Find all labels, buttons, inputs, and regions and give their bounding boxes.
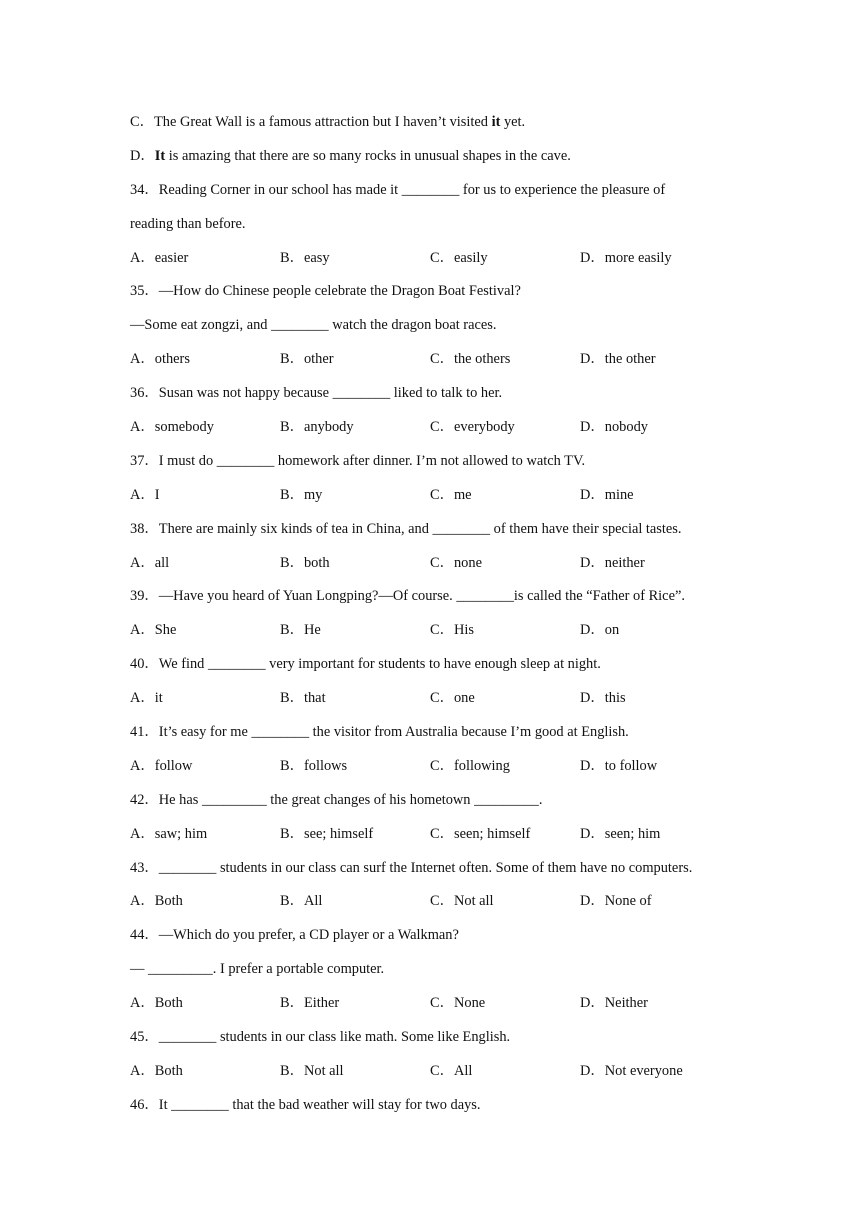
option-text: D． — [130, 147, 155, 164]
answer-options-row — [130, 755, 770, 789]
answer-option-d: D．this — [580, 690, 626, 707]
document-page — [130, 111, 770, 1128]
answer-options-row — [130, 247, 770, 281]
answer-option-a: A．Both — [130, 893, 183, 910]
answer-option-d: D．None of — [580, 893, 652, 910]
answer-option-b: B．that — [280, 690, 326, 707]
question-list — [130, 179, 770, 1128]
answer-option-a: A．I — [130, 486, 160, 503]
answer-option-b: B．easy — [280, 249, 330, 266]
answer-option-d: D．the other — [580, 351, 656, 368]
answer-option-c: C．everybody — [430, 419, 515, 436]
answer-option-a: A．others — [130, 351, 190, 368]
answer-option-c: C．none — [430, 554, 482, 571]
answer-options-row — [130, 1060, 770, 1094]
answer-option-d: D．to follow — [580, 757, 658, 774]
answer-option-c: C．easily — [430, 249, 488, 266]
option-text: C．The Great Wall is a famous attraction but I haven’t visited — [130, 114, 492, 130]
answer-option-b: B．my — [280, 486, 323, 503]
answer-option-c: C．None — [430, 995, 486, 1012]
question-stem: 36．Susan was not happy because ________ liked to talk to her. — [130, 385, 503, 402]
answer-option-c: C．Not all — [430, 893, 494, 910]
question-stem: 41．It’s easy for me ________ the visitor from Australia because I’m good at English. — [130, 724, 629, 741]
answer-option-b: B．anybody — [280, 419, 354, 436]
answer-options-row — [130, 619, 770, 653]
answer-options-row — [130, 552, 770, 586]
answer-option-c: C．the others — [430, 351, 511, 368]
answer-option-b: B．other — [280, 351, 334, 368]
answer-option-c: C．me — [430, 486, 472, 503]
answer-options-row — [130, 687, 770, 721]
question-stem: 42．He has _________ the great changes of his hometown _________. — [130, 791, 543, 808]
question-stem-continued: —Some eat zongzi, and ________ watch the dragon boat races. — [130, 317, 497, 334]
answer-option-a: A．saw; him — [130, 825, 208, 842]
answer-option-d: D．seen; him — [580, 825, 661, 842]
answer-option-b: B．follows — [280, 757, 348, 774]
question-stem: 35．—How do Chinese people celebrate the Dragon Boat Festival? — [130, 283, 521, 300]
answer-option-d: D．mine — [580, 486, 634, 503]
question-stem: 43．________ students in our class can surf the Internet often. Some of them have no computers. — [130, 859, 693, 876]
option-text: yet. — [500, 114, 526, 130]
answer-option-a: A．Both — [130, 1062, 183, 1079]
bold-word: it — [491, 114, 501, 130]
answer-option-a: A．all — [130, 554, 170, 571]
answer-options-row — [130, 823, 770, 857]
answer-option-a: A．somebody — [130, 419, 214, 436]
option-line — [130, 111, 770, 145]
question-stem: 39．—Have you heard of Yuan Longping?—Of course. ________is called the “Father of Rice”. — [130, 588, 685, 605]
answer-option-d: D．neither — [580, 554, 645, 571]
question-stem: 38．There are mainly six kinds of tea in China, and ________ of them have their special tastes. — [130, 520, 682, 537]
answer-option-d: D．Not everyone — [580, 1062, 683, 1079]
answer-option-b: B．Either — [280, 995, 340, 1012]
answer-option-c: C．His — [430, 622, 474, 639]
answer-options-row — [130, 416, 770, 450]
answer-option-a: A．follow — [130, 757, 193, 774]
answer-option-d: D．nobody — [580, 419, 648, 436]
answer-option-d: D．on — [580, 622, 620, 639]
answer-option-a: A．Both — [130, 995, 183, 1012]
option-line — [130, 145, 770, 179]
answer-options-row — [130, 992, 770, 1026]
question-stem: 45．________ students in our class like math. Some like English. — [130, 1029, 511, 1046]
answer-option-d: D．Neither — [580, 995, 648, 1012]
question-stem-continued: reading than before. — [130, 215, 246, 232]
question-stem-continued: — _________. I prefer a portable computer. — [130, 961, 385, 978]
answer-option-c: C．All — [430, 1062, 473, 1079]
answer-option-b: B．All — [280, 893, 323, 910]
bold-word: It — [154, 147, 166, 164]
answer-option-c: C．one — [430, 690, 475, 707]
answer-options-row — [130, 348, 770, 382]
answer-option-c: C．following — [430, 757, 510, 774]
answer-option-a: A．easier — [130, 249, 189, 266]
answer-option-b: B．both — [280, 554, 330, 571]
question-stem: 46．It ________ that the bad weather will stay for two days. — [130, 1096, 481, 1113]
question-stem: 40．We find ________ very important for students to have enough sleep at night. — [130, 656, 601, 673]
answer-option-c: C．seen; himself — [430, 825, 531, 842]
answer-options-row — [130, 890, 770, 924]
question-stem: 37．I must do ________ homework after dinner. I’m not allowed to watch TV. — [130, 452, 586, 469]
answer-option-a: A．it — [130, 690, 163, 707]
answer-option-b: B．see; himself — [280, 825, 374, 842]
answer-option-a: A．She — [130, 622, 177, 639]
answer-option-d: D．more easily — [580, 249, 672, 266]
question-stem: 34．Reading Corner in our school has made it ________ for us to experience the pleasure of — [130, 181, 666, 198]
answer-option-b: B．He — [280, 622, 321, 639]
answer-options-row — [130, 484, 770, 518]
question-stem: 44．—Which do you prefer, a CD player or a Walkman? — [130, 927, 459, 944]
option-text: is amazing that there are so many rocks in unusual shapes in the cave. — [165, 147, 571, 164]
answer-option-b: B．Not all — [280, 1062, 344, 1079]
